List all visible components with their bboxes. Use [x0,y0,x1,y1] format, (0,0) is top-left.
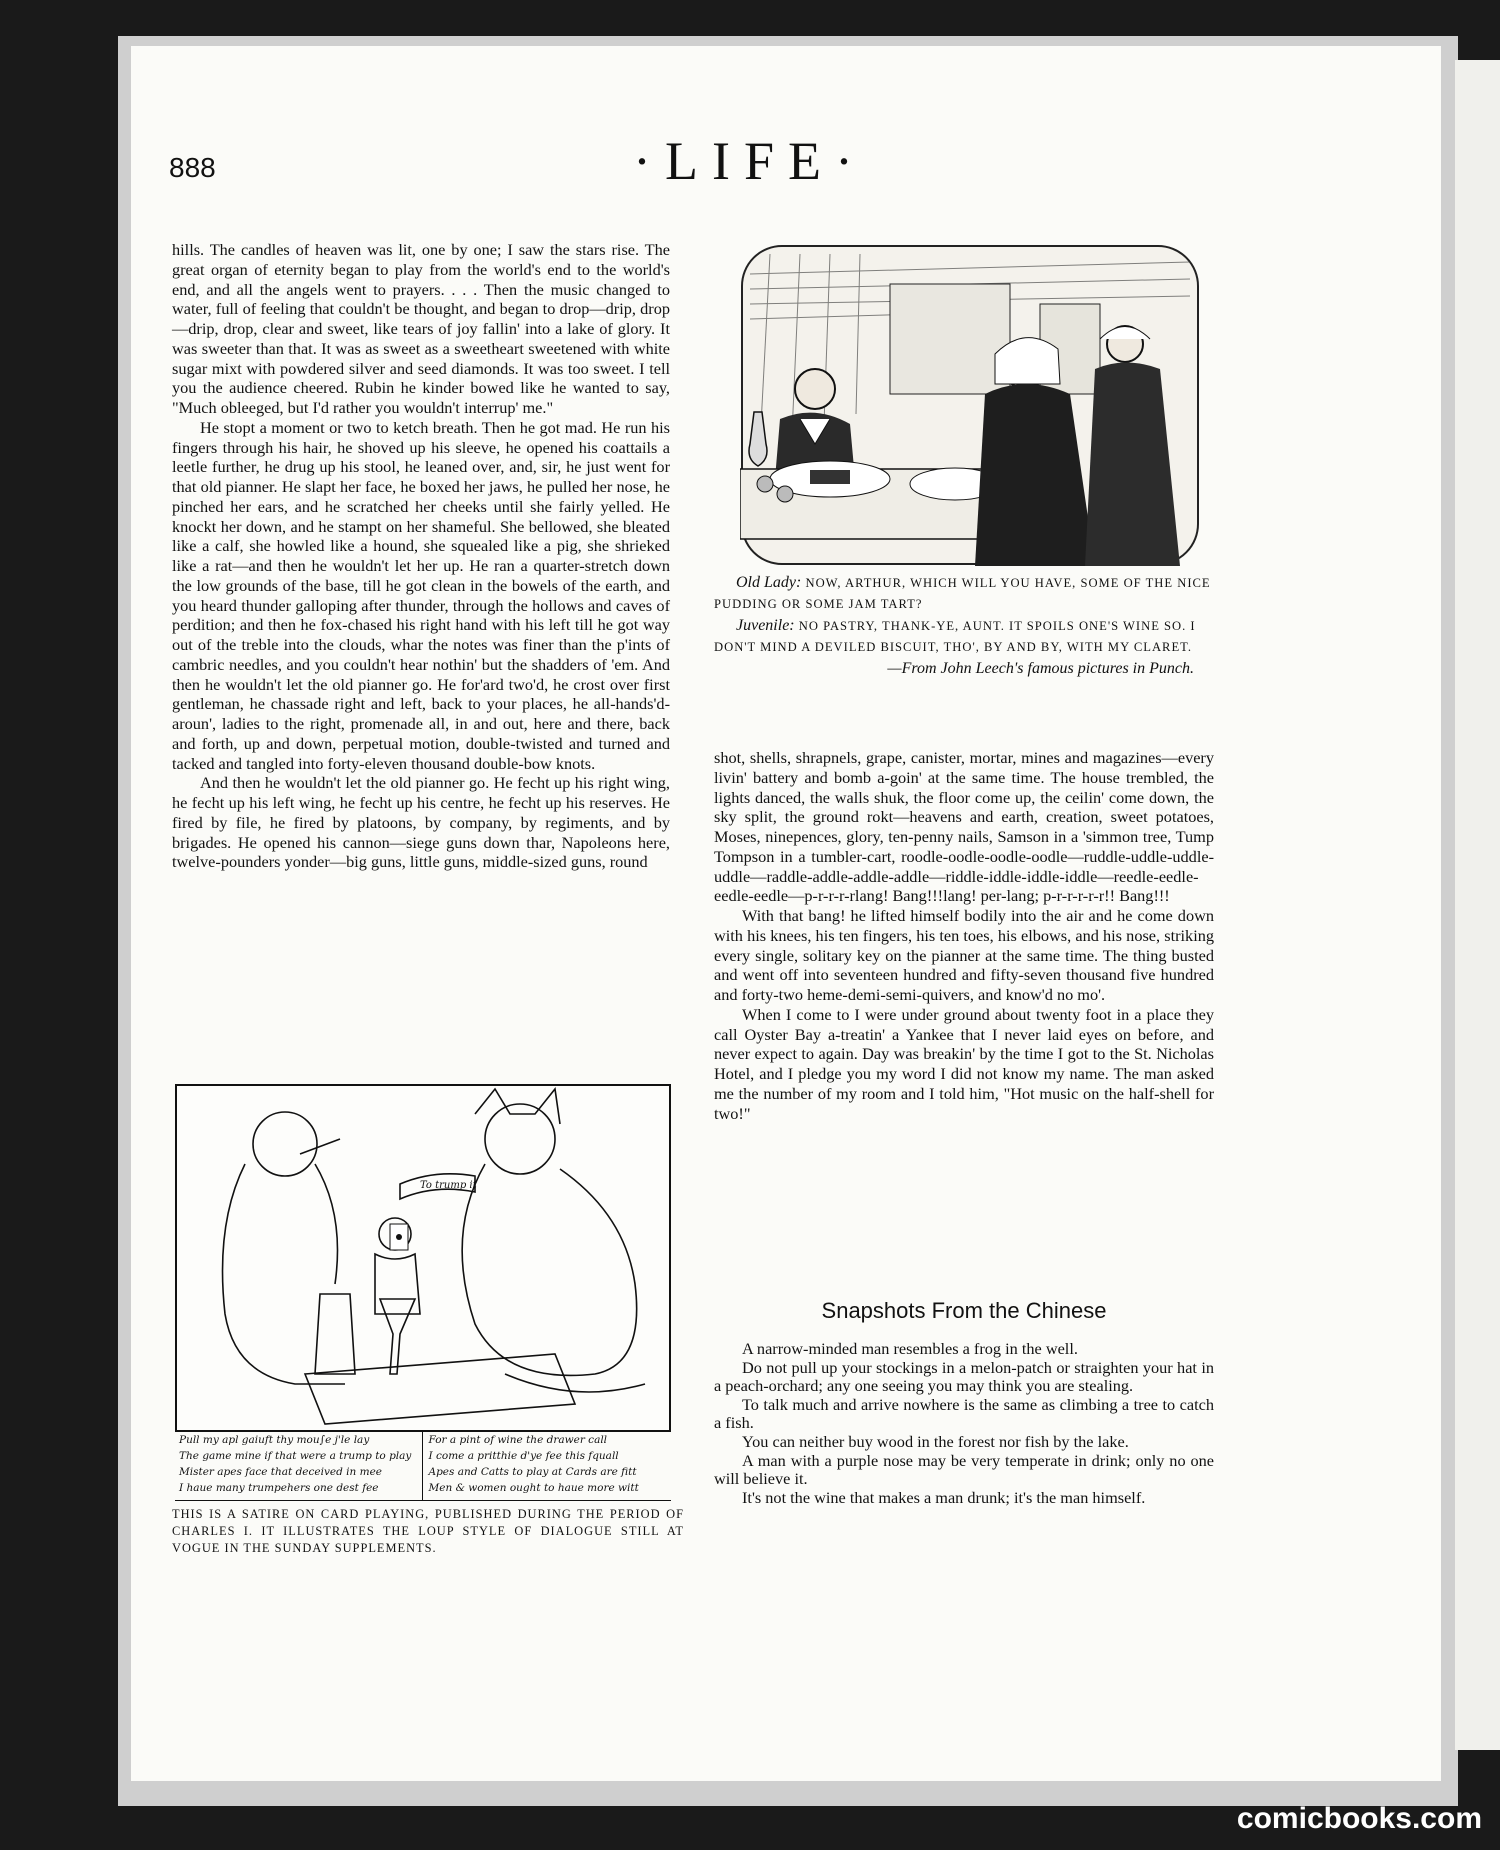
verse-line: I come a pritthie d'ye fee this fquall [428,1450,619,1462]
paragraph: He stopt a moment or two to ketch breath. Then he got mad. He run his fingers through his hair, he shoved up his sleeve, he opened his coattails a leetle further, he drug up his stool, he leaned over, and, sir, he just went for that old pianner. He slapt her face, he boxed her jaws, he pulled her nose, he pinched her ears, and he scratched her cheeks until she fairly yelled. He knockt her down, and he stampt on her shameful. She bellowed, she bleated like a calf, she howled like a hound, she squealed like a pig, she shrieked like a rat—and then he wouldn't let her up. He ran a quarter-stretch down the low grounds of the base, till he got clean in the bowels of the earth, and you heard thunder galloping after thunder, through the hollows and caves of perdition; and then he fox-chased his right hand with his left till he got way out of the treble into the clouds, whar the notes was finer than the p'ints of cambric needles, and you couldn't hear nothin' but the shadders of 'em. And then he wouldn't let the old pianner go. He for'ard two'd, he crost over first gentleman, he chassade right and left, back to your places, he all-hands'd-aroun', ladies to the right, promenade all, in and out, here and there, back and forth, up and down, perpetual motion, double-twisted and turned and tacked and tangled into forty-eleven thousand double-bow knots. [172,417,670,773]
snapshot-item: To talk much and arrive nowhere is the same as climbing a tree to catch a fish. [714,1395,1214,1432]
verse-line: The game mine if that were a trump to play [179,1450,412,1462]
image-source-credit: —From John Leech's famous pictures in Punch. [887,660,1194,677]
dialogue-line: NOW, ARTHUR, WHICH WILL YOU HAVE, SOME OF THE NICE PUDDING OR SOME JAM TART? [714,576,1211,611]
right-text-column [714,748,1214,1123]
adjacent-page-edge [1455,60,1500,1750]
snapshot-item: You can neither buy wood in the forest nor fish by the lake. [742,1432,1129,1451]
snapshots-list [714,1340,1214,1508]
paragraph: When I come to I were under ground about twenty foot in a place they call Oyster Bay a-treatin' a Yankee that I never laid eyes on before, and never expect to again. Day was breakin' by the time I got to the St. Nicholas Hotel, and I pledge you my word I did not know my name. The man asked me the number of my room and I told him, "Hot music on the half-shell for two!" [714,1004,1214,1123]
speech-banner-text: To trump it [420,1180,477,1191]
engraving-caption [714,572,1214,679]
verse-left [175,1432,422,1500]
speaker-label: Old Lady: [736,574,802,591]
verse-line: Apes and Catts to play at Cards are fitt [428,1466,637,1478]
verse-line: Pull my apl gaiuft thy mou∫e j'le lay [179,1434,370,1446]
leech-engraving-illustration [740,244,1200,566]
snapshot-item: A man with a purple nose may be very temperate in drink; only no one will believe it. [714,1451,1214,1488]
verse-right [423,1432,672,1500]
snapshot-item: Do not pull up your stockings in a melon-patch or straighten your hat in a peach-orchard; any one seeing you may think you are stealing. [714,1358,1214,1395]
site-watermark: comicbooks.com [1236,1802,1482,1835]
speaker-label: Juvenile: [736,617,795,634]
masthead-title: ·LIFE· [633,131,867,191]
verse-line: Men & women ought to haue more witt [428,1482,639,1494]
section-title: Snapshots From the Chinese [821,1298,1107,1323]
verse-line: Mister apes face that deceived in mee [179,1466,383,1478]
paragraph: And then he wouldn't let the old pianner go. He fecht up his right wing, he fecht up his left wing, he fecht up his centre, he fecht up his reserves. He fired by file, he fired by platoons, by company, by regiments, and by brigades. He opened his cannon—siege guns down thar, Napoleons here, twelve-pounders yonder—big guns, little guns, middle-sized guns, round [172,773,670,872]
card-playing-satire-cartoon [175,1084,671,1432]
verse-panel [175,1432,671,1501]
paragraph: With that bang! he lifted himself bodily into the air and he come down with his knees, his ten fingers, his ten toes, his elbows, and his nose, striking every single, solitary key on the pianner at the same time. The thing busted and went off into seventeen hundred and fifty-seven thousand five hundred and forty-two heme-demi-semi-quivers, and know'd no mo'. [714,906,1214,1004]
snapshot-item: It's not the wine that makes a man drunk; it's the man himself. [742,1488,1146,1507]
left-text-column [172,240,670,872]
snapshot-item: A narrow-minded man resembles a frog in the well. [742,1339,1078,1358]
cartoon-caption: THIS IS A SATIRE ON CARD PLAYING, PUBLISHED DURING THE PERIOD OF CHARLES I. IT ILLUSTRATES THE LOUP STYLE OF DIALOGUE STILL AT VOGUE IN THE SUNDAY SUPPLEMENTS. [172,1507,684,1555]
page-number: 888 [169,152,216,183]
dialogue-line: NO PASTRY, THANK-YE, AUNT. IT SPOILS ONE'S WINE SO. I DON'T MIND A DEVILED BISCUIT, THO', BY AND BY, WITH MY CLARET. [714,619,1196,654]
paragraph: shot, shells, shrapnels, grape, canister, mortar, mines and magazines—every livin' battery and bomb a-goin' at the same time. The house trembled, the lights danced, the walls shuk, the floor come up, the ceilin' come down, the sky split, the ground rokt—heavens and earth, creation, sweet potatoes, Moses, ninepences, glory, ten-penny nails, Samson in a 'simmon tree, Tump Tompson in a tumbler-cart, roodle-oodle-oodle-oodle—ruddle-uddle-uddle-uddle—raddle-addle-addle-addle—riddle-iddle-iddle-iddle—reedle-eedle-eedle-eedle—p-r-r-r-rlang! Bang!!!lang! per-lang; p-r-r-r-r-r!! Bang!!! [714,748,1214,906]
paragraph: hills. The candles of heaven was lit, one by one; I saw the stars rise. The great organ of eternity began to play from the world's end to the world's end, and all the angels went to prayers. . . . Then the music changed to water, full of feeling that couldn't be thought, and began to drop—drip, drop—drip, drop, clear and sweet, like tears of joy fallin' into a lake of glory. It was sweeter than that. It was as sweet as a sweetheart sweetened with white sugar mixt with powdered silver and seed diamonds. It was too sweet. I tell you the audience cheered. Rubin he kinder bowed like he wanted to say, "Much obleeged, but I'd rather you wouldn't interrup' me." [172,240,670,417]
verse-line: I haue many trumpehers one dest fee [179,1482,379,1494]
verse-line: For a pint of wine the drawer call [428,1434,608,1446]
